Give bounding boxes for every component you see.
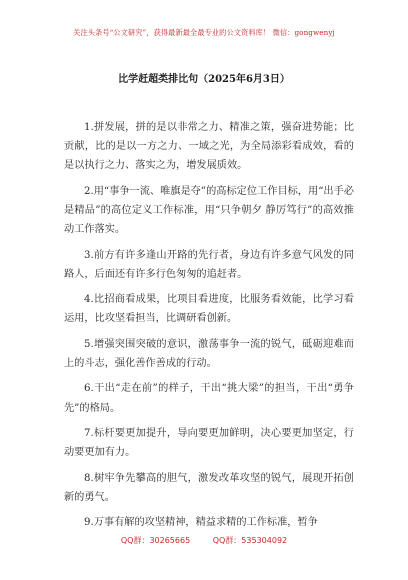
paragraph-2: 2.用“事争一流、唯旗是夺”的高标定位工作目标，用“出手必是精品”的高位定义工作标准，用“只争朝夕 静厉笃行”的高效推动工作落实。 xyxy=(64,185,354,236)
document-body xyxy=(64,118,354,539)
paragraph-4: 4.比招商看成果，比项目看进度，比服务看效能，比学习看运用，比攻坚看担当，比调研看创新。 xyxy=(64,294,354,325)
header-banner: 关注头条号“公文研究”，获得最新最全最专业的公文资料库！ 微信：gongwenyj xyxy=(73,28,335,37)
footer-qq-groups xyxy=(0,535,408,546)
paragraph-3: 3.前方有许多逢山开路的先行者，身边有许多意气风发的同路人，后面还有许多行色匆匆的追赶者。 xyxy=(64,249,354,280)
page-title: 比学赶超类排比句（2025年6月3日） xyxy=(118,74,290,85)
paragraph-7: 7.标杆要更加提升，导向要更加鲜明，决心要更加坚定，行动要更加有力。 xyxy=(64,427,354,459)
paragraph-6: 6.干出“走在前”的样子，干出“挑大梁”的担当，干出“勇争先”的格局。 xyxy=(64,383,354,414)
footer-qq-group-1: QQ群：30265665 xyxy=(120,536,191,545)
paragraph-8: 8.树牢争先攀高的胆气，激发改革攻坚的锐气，展现开拓创新的勇气。 xyxy=(64,472,354,503)
footer-qq-group-2: QQ群：535304092 xyxy=(212,536,288,545)
paragraph-1: 1.拼发展，拼的是以非常之力、精准之策，强奋进势能；比贡献，比的是以一方之力、一域之光，为全局添彩看成效，看的是以执行之力、落实之为，增发展质效。 xyxy=(64,122,354,172)
paragraph-9: 9.万事有解的攻坚精神，精益求精的工作标准，暂争 xyxy=(84,517,318,529)
paragraph-5: 5.增强突围突破的意识，激荡事争一流的锐气，砥砺迎难而上的斗志，强化善作善成的行动。 xyxy=(64,338,354,369)
